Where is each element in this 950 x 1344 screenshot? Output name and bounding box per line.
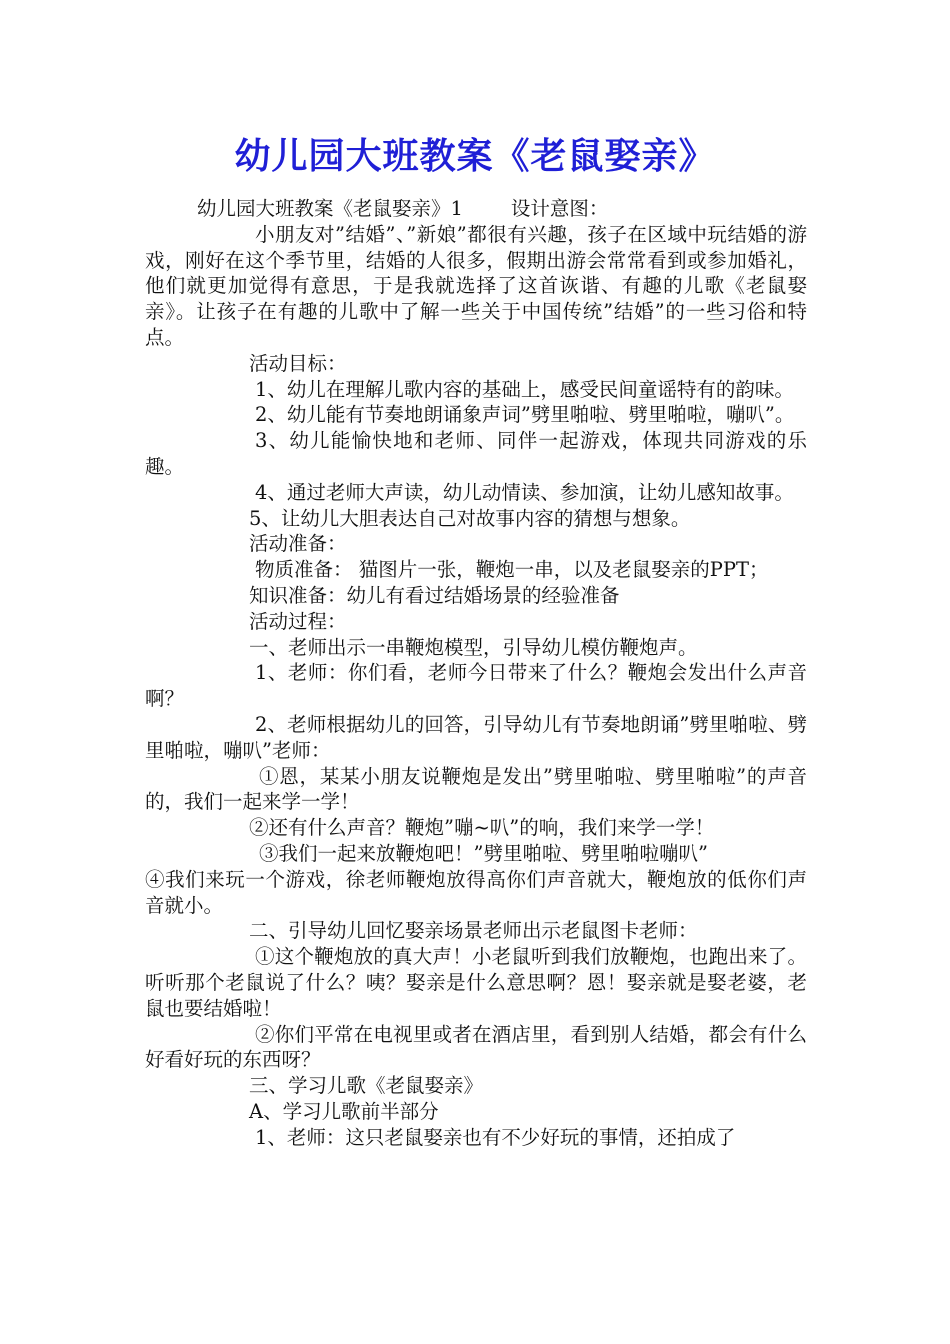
document-body bbox=[145, 196, 807, 1150]
paragraph: 5、让幼儿大胆表达自己对故事内容的猜想与想象。 bbox=[249, 506, 691, 530]
paragraph: 3、幼儿能愉快地和老师、同伴一起游戏，体现共同游戏的乐趣。 bbox=[145, 429, 807, 478]
intro-heading: 幼儿园大班教案《老鼠娶亲》1 bbox=[197, 197, 463, 220]
section-heading: 活动准备： bbox=[249, 532, 347, 556]
paragraph: ①恩，某某小朋友说鞭炮是发出”劈里啪啦、劈里啪啦”的声音的，我们一起来学一学！ bbox=[145, 764, 807, 814]
paragraph: 1、幼儿在理解儿歌内容的基础上，感受民间童谣特有的韵味。 bbox=[255, 377, 794, 401]
paragraph: ②你们平常在电视里或者在酒店里，看到别人结婚，都会有什么好看好玩的东西呀？ bbox=[145, 1022, 807, 1072]
paragraph: 三、学习儿歌《老鼠娶亲》 bbox=[249, 1074, 484, 1098]
paragraph: 一、老师出示一串鞭炮模型，引导幼儿模仿鞭炮声。 bbox=[249, 635, 698, 659]
paragraph: 1、老师：你们看，老师今日带来了什么？鞭炮会发出什么声音啊？ bbox=[145, 661, 807, 711]
paragraph: ①这个鞭炮放的真大声！小老鼠听到我们放鞭炮，也跑出来了。听听那个老鼠说了什么？咦？娶亲是什么意思啊？恩！娶亲就是娶老婆，老鼠也要结婚啦！ bbox=[145, 945, 807, 1020]
intro-line bbox=[145, 196, 807, 222]
paragraph: A、学习儿歌前半部分 bbox=[249, 1099, 439, 1123]
paragraph: ④我们来玩一个游戏，徐老师鞭炮放得高你们声音就大，鞭炮放的低你们声音就小。 bbox=[145, 867, 807, 917]
section-heading: 活动过程： bbox=[249, 609, 347, 633]
paragraph: ③我们一起来放鞭炮吧！”劈里啪啦、劈里啪啦嘣叭” bbox=[259, 841, 708, 865]
section-heading: 活动目标： bbox=[249, 351, 347, 375]
design-intent-label: 设计意图： bbox=[510, 197, 609, 220]
paragraph: 二、引导幼儿回忆娶亲场景老师出示老鼠图卡老师： bbox=[249, 919, 698, 943]
paragraph: 2、老师根据幼儿的回答，引导幼儿有节奏地朗诵”劈里啪啦、劈里啪啦，嘣叭”老师： bbox=[145, 712, 807, 762]
paragraph: 知识准备：幼儿有看过结婚场景的经验准备 bbox=[249, 583, 620, 607]
paragraph: ②还有什么声音？鞭炮”嘣~叭”的响，我们来学一学！ bbox=[249, 816, 715, 840]
paragraph: 2、幼儿能有节奏地朗诵象声词”劈里啪啦、劈里啪啦，嘣叭”。 bbox=[255, 403, 795, 427]
paragraph: 小朋友对”结婚”、”新娘”都很有兴趣，孩子在区域中玩结婚的游戏，刚好在这个季节里，结婚的人很多，假期出游会常常看到或参加婚礼，他们就更加觉得有意思，于是我就选择了这首诙谐、有趣的儿歌《老鼠娶亲》。让孩子在有趣的儿歌中了解一些关于中国传统”结婚”的一些习俗和特点。 bbox=[145, 222, 807, 349]
paragraph: 4、通过老师大声读，幼儿动情读、参加演，让幼儿感知故事。 bbox=[255, 480, 794, 504]
paragraph: 1、老师：这只老鼠娶亲也有不少好玩的事情，还拍成了 bbox=[255, 1125, 736, 1149]
document-title: 幼儿园大班教案《老鼠娶亲》 bbox=[234, 135, 716, 177]
paragraph: 物质准备： 猫图片一张，鞭炮一串，以及老鼠娶亲的PPT； bbox=[255, 558, 769, 582]
